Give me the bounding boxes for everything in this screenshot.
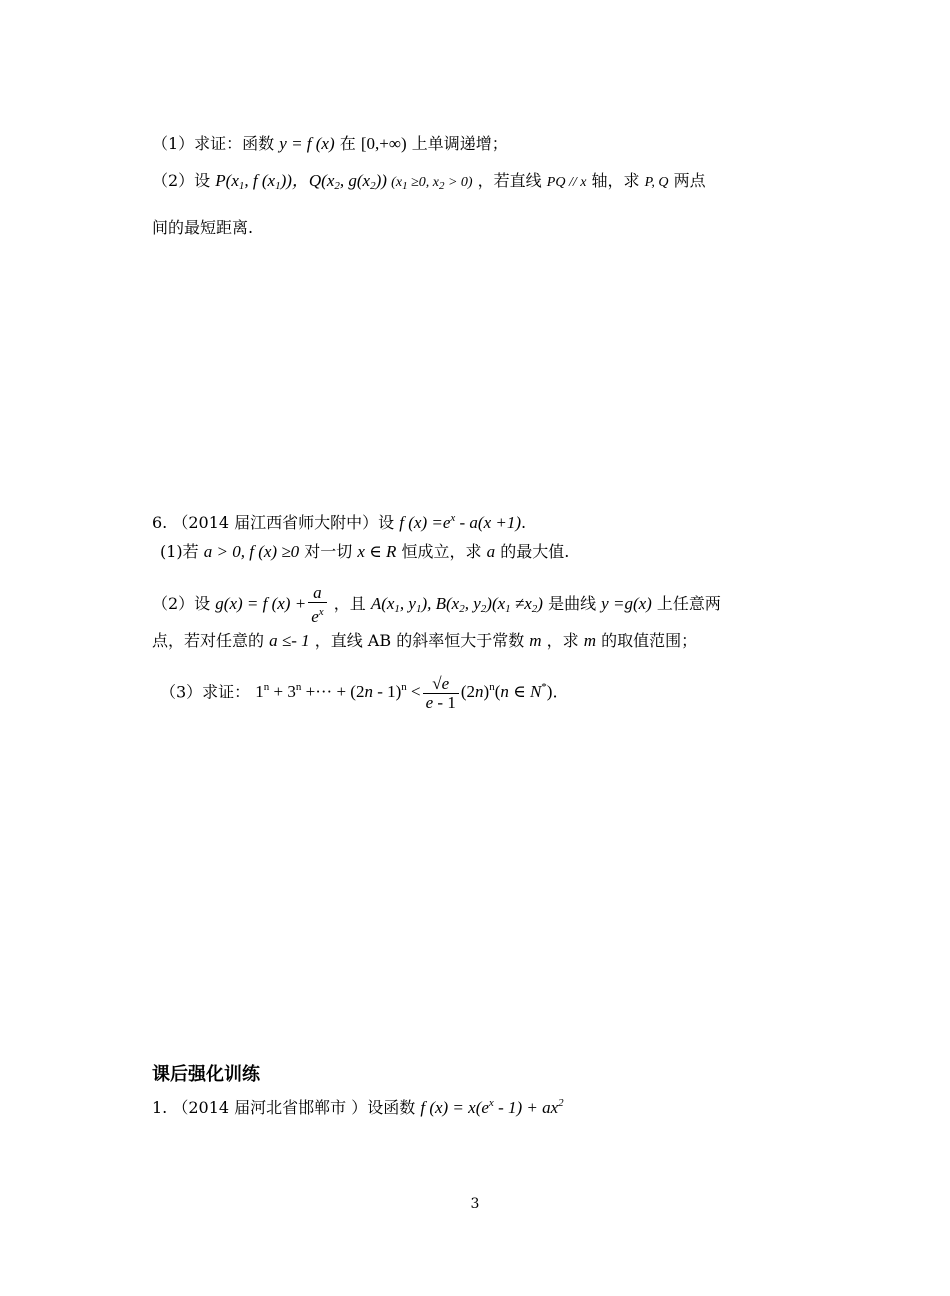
part1-mid: 在 xyxy=(339,134,356,153)
math-a-cond: a > 0, f (x) ≥0 xyxy=(203,542,300,561)
page-number: 3 xyxy=(470,1196,480,1212)
math-p-q: P, Q xyxy=(644,175,669,190)
part2-tail: 轴，求 xyxy=(591,171,640,190)
part1-prefix: （1）求证：函数 xyxy=(152,134,275,153)
p6-part1-text: 对一切 xyxy=(304,542,353,561)
math-q1-fx: f $(x) = x(e^x - 1) + ax^2$ xyxy=(420,1097,564,1117)
math-inequality: $1^n + 3^n$ +··· + (2n - 1)$^n$ < $\frac{√e}{e - 1}$ $(2n)^n(n$ ∈ N*) xyxy=(255,674,553,712)
math-pq-parallel: PQ // x xyxy=(546,175,587,190)
part2-line2: 间的最短距离. xyxy=(152,218,254,237)
math-y-gx: y =g(x) xyxy=(601,593,652,613)
part2-prefix: （2）设 xyxy=(152,171,211,190)
part2-suffix: ，若直线 xyxy=(477,171,542,190)
section-q1 xyxy=(152,1092,564,1119)
problem6-part3: （3）求证： $1^n + 3^n$ +··· + (2n - 1)$^n$ < $\frac{√e}{e - 1}$ $(2n)^n(n$ ∈ N*). xyxy=(160,674,558,712)
p6-part2-prefix: （2）设 xyxy=(152,593,211,613)
math-x-in-r: x ∈ R xyxy=(357,542,397,561)
p6-part2-line2-a: 点，若对任意的 xyxy=(152,631,265,650)
p6-part2-end: 上任意两 xyxy=(656,593,721,613)
problem6-title: 6. （2014 届江西省师大附中）设 f $(x) =e^x - a(x +1)$. xyxy=(152,512,527,532)
problem6-part1 xyxy=(160,541,569,563)
p6-part2-line2-b: ，直线 AB 的斜率恒大于常数 xyxy=(314,631,525,650)
math-interval: [0,+∞) xyxy=(360,134,407,153)
p6-part1-end: 的最大值. xyxy=(500,542,570,561)
math-gx-def: g(x) = f (x) + $\frac{a}{e^x}$ xyxy=(215,594,328,613)
part2-line xyxy=(152,170,706,197)
part1-line xyxy=(152,133,508,155)
p6-part2-mid2: 是曲线 xyxy=(548,593,597,613)
problem6-part2 xyxy=(152,584,721,626)
section-heading: 课后强化训练 xyxy=(152,1064,260,1085)
math-a: a xyxy=(486,542,496,561)
math-fx-def: f $(x) =e^x - a(x +1)$ xyxy=(399,512,522,532)
p6-part2-mid: ，且 xyxy=(333,593,366,613)
math-m2: m xyxy=(583,631,597,650)
q1-prefix: 1. （2014 届河北省邯郸市 ）设函数 xyxy=(152,1098,416,1117)
math-points: $P(x_1$, f $(x_1)$)，$Q(x_2$, $g(x_2)$) ($x_1 \ge 0$, $x_2 > 0$) xyxy=(215,171,473,192)
math-a-le: a ≤- 1 xyxy=(269,631,310,650)
part2-end: 两点 xyxy=(673,171,706,190)
p6-part2-line2-c: ，求 xyxy=(546,631,579,650)
math-points-ab: $A(x_1$, $y_1$), $B(x_2$, $y_2)(x_1 \ne x_2)$ xyxy=(370,593,543,615)
problem6-part2-line2 xyxy=(152,630,697,652)
p6-part2-line2-d: 的取值范围； xyxy=(601,631,698,650)
math-m: m xyxy=(529,631,542,650)
problem6-prefix: 6. （2014 届江西省师大附中）设 xyxy=(152,513,395,532)
p6-part1-text2: 恒成立，求 xyxy=(401,542,482,561)
p6-part1-prefix: (1)若 xyxy=(160,542,199,561)
p6-part3-prefix: （3）求证： xyxy=(160,682,251,702)
math-y-fx: y = f (x) xyxy=(279,134,335,153)
part1-suffix: 上单调递增； xyxy=(411,134,508,153)
